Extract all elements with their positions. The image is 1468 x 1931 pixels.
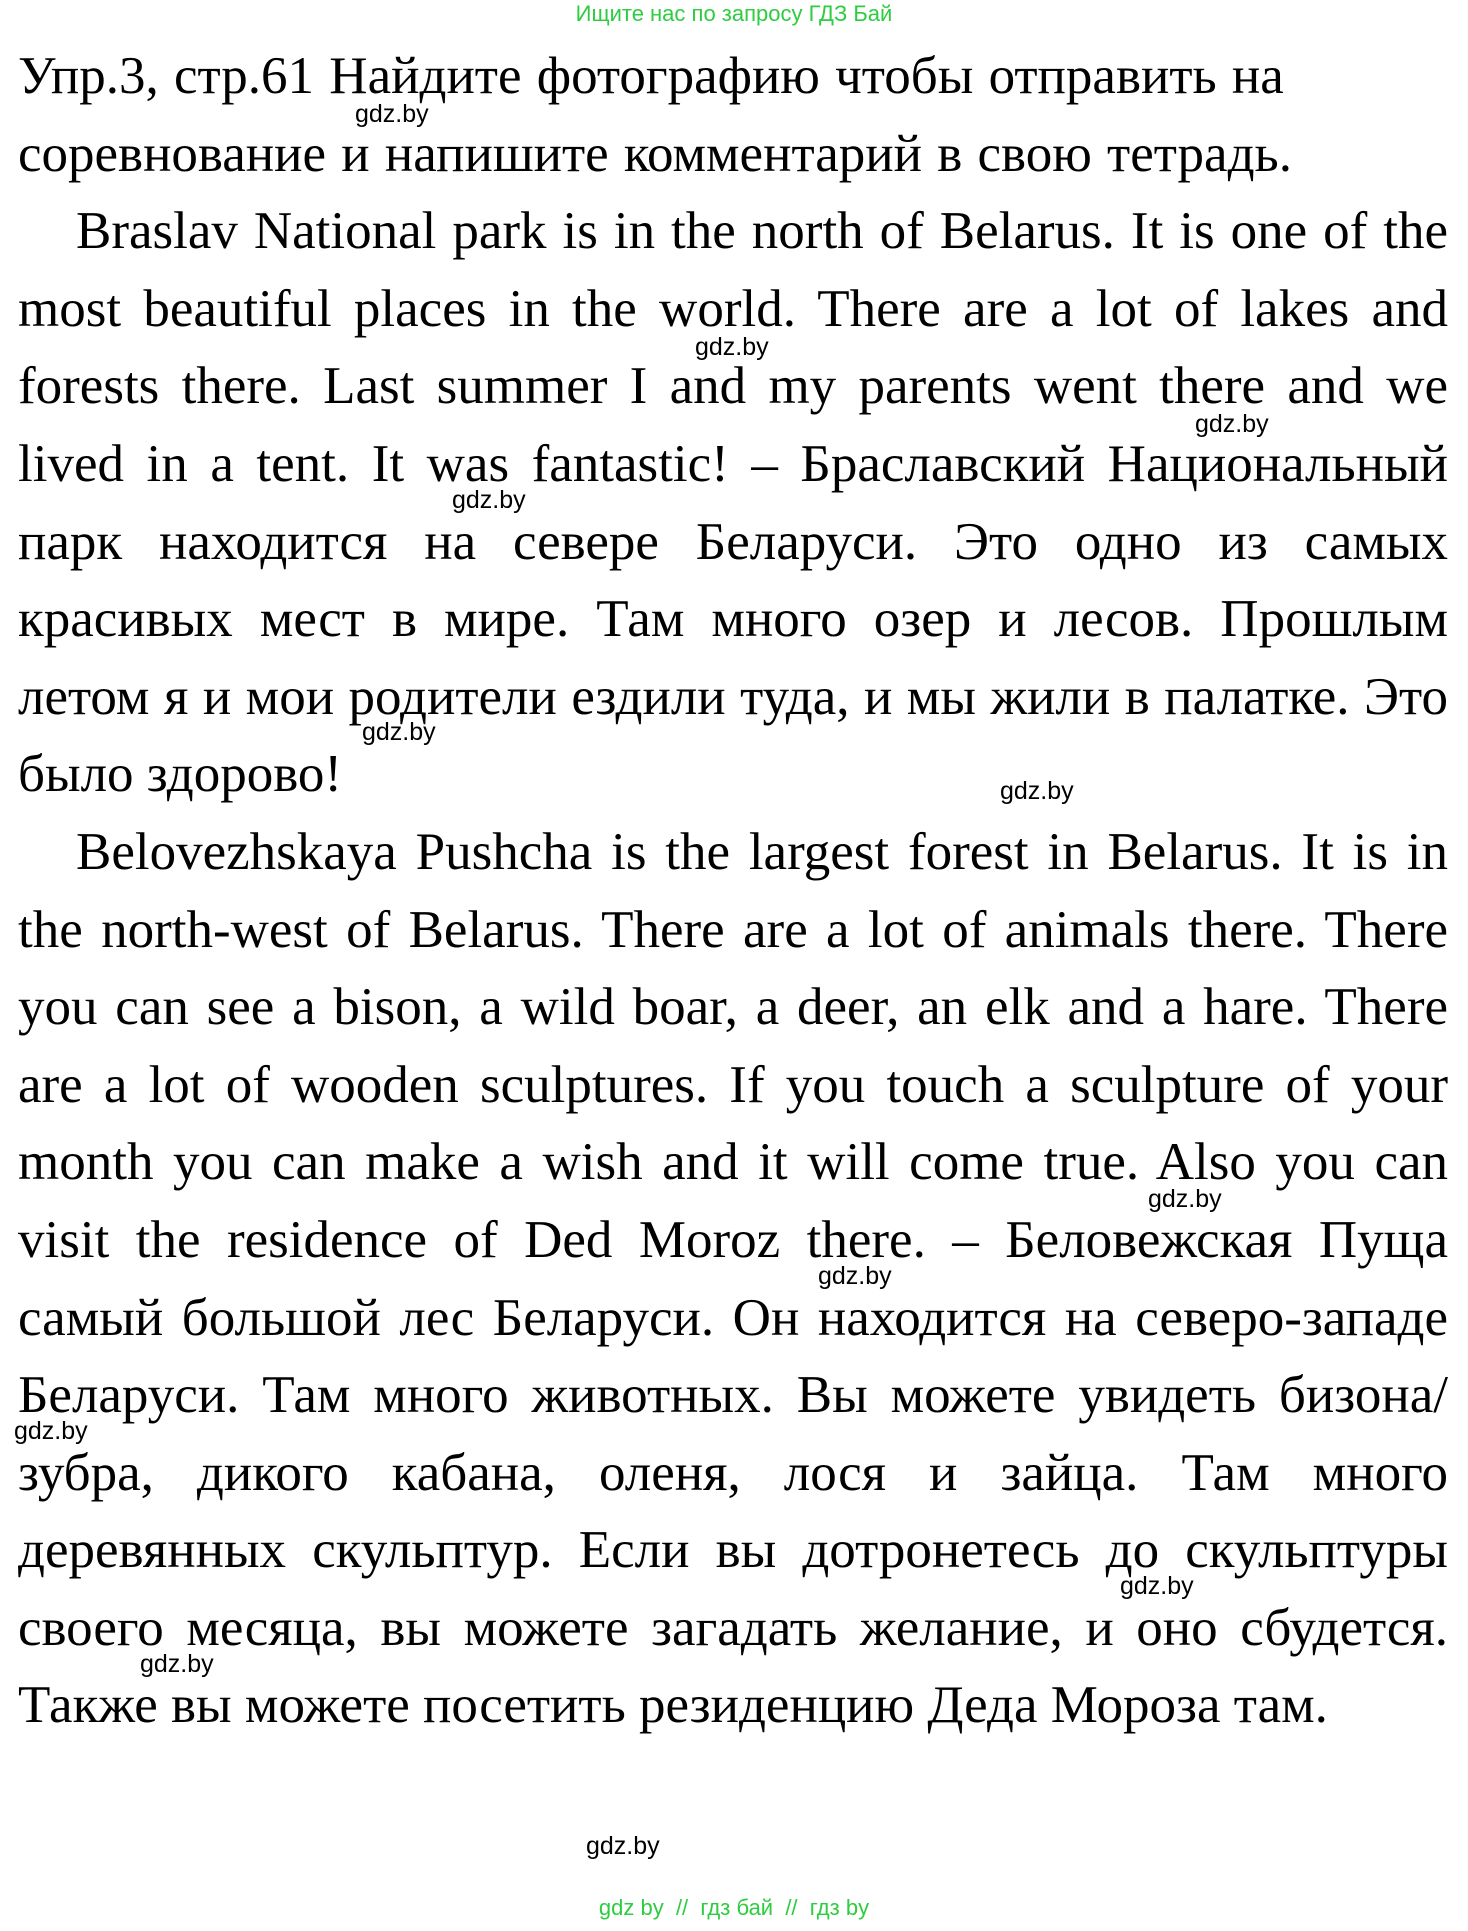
bottom-banner: gdz by // гдз бай // гдз by (598, 1895, 870, 1920)
watermark: gdz.by (355, 100, 429, 128)
watermark: gdz.by (695, 333, 769, 361)
paragraph-braslav: Braslav National park is in the north of Belarus. It is one of the most beautiful places in the world. There are a lot of lakes and forests there. Last summer I and my parents went there and we lived in a tent. It was fantastic! – Браславский Национальный парк находится на севере Беларуси. Это одно из самых красивых мест в мире. Там много озер и лесов. Прошлым летом я и мои родители ездили туда, и мы жили в палатке. Это было здорово! (18, 202, 1448, 804)
watermark: gdz.by (1000, 777, 1074, 805)
watermark: gdz.by (1195, 410, 1269, 438)
watermark: gdz.by (140, 1650, 214, 1678)
watermark: gdz.by (452, 486, 526, 514)
watermark: gdz.by (362, 718, 436, 746)
paragraph-belovezhskaya: Belovezhskaya Pushcha is the largest forest in Belarus. It is in the north-west of Belarus. There are a lot of animals there. There you can see a bison, a wild boar, a deer, an elk and a hare. There are a lot of wooden sculptures. If you touch a sculpture of your month you can make a wish and it will come true. Also you can visit the residence of Ded Moroz there. – Беловежская Пуща самый большой лес Беларуси. Он находится на северо-западе Беларуси. Там много животных. Вы можете увидеть бизона/зубра, дикого кабана, оленя, лося и зайца. Там много деревянных скульптур. Если вы дотронетесь до скульптуры своего месяца, вы можете загадать желание, и оно сбудется. Также вы можете посетить резиденцию Деда Мороза там. (18, 822, 1448, 1735)
watermark: gdz.by (818, 1262, 892, 1290)
task-title: Упр.3, стр.61 Найдите фотографию чтобы отправить на соревнование и напишите комментарий в свою тетрадь. (18, 47, 1292, 183)
document-body (18, 38, 1448, 1745)
watermark: gdz.by (1120, 1572, 1194, 1600)
watermark: gdz.by (1148, 1185, 1222, 1213)
watermark: gdz.by (586, 1832, 660, 1860)
watermark: gdz.by (14, 1417, 88, 1445)
top-banner: Ищите нас по запросу ГДЗ Бай (575, 1, 893, 26)
